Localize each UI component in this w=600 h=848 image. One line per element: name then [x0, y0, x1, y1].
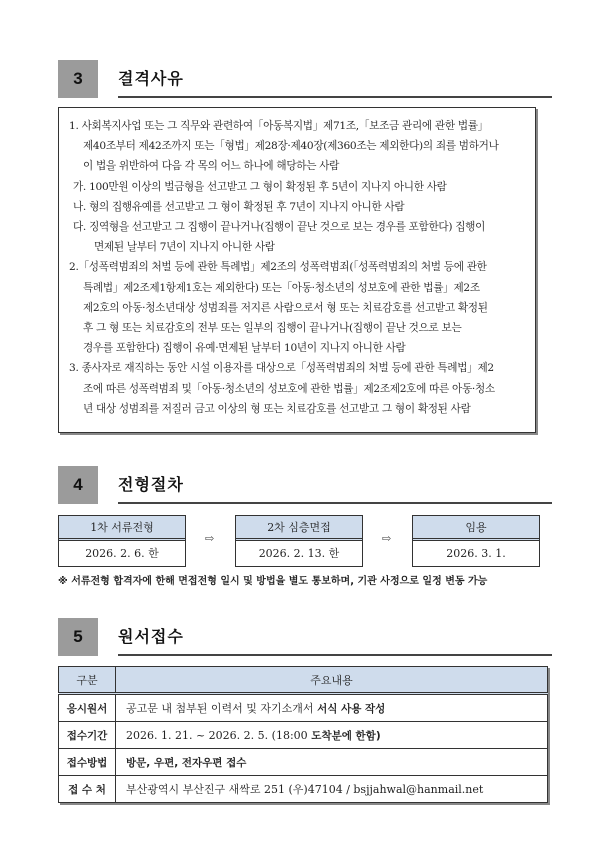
section-number: 5	[58, 618, 98, 656]
item-3-line: 조에 따른 성폭력범죄 및「아동·청소년의 성보호에 관한 법률」제2조제2호에 따른 아동·청소	[83, 382, 495, 395]
table-row	[59, 694, 548, 722]
divider	[118, 654, 552, 656]
step-interview	[235, 515, 363, 567]
item-1-line: 제40조부터 제42조까지 또는「형법」제28장·제40장(제360조는 제외한다)의 죄를 범하거나	[83, 140, 499, 153]
item-2-line: 제2호의 아동·청소년대상 성범죄를 저지른 사람으로서 형 또는 치료감호를 선고받고 확정된	[83, 301, 488, 314]
section-4-header	[58, 466, 552, 504]
table-row	[59, 776, 548, 803]
value-bold-text: 도착분에 한함)	[307, 729, 381, 742]
application-table	[58, 666, 548, 803]
row-value	[116, 776, 548, 803]
subitem-da: 다. 징역형을 선고받고 그 집행이 끝나거나(집행이 끝난 것으로 보는 경우를 포함한다) 집행이	[73, 221, 486, 234]
value-text: 공고문 내 첨부된 이력서 및 자기소개서	[126, 702, 314, 715]
step-label: 임용	[413, 516, 539, 541]
section-5-header	[58, 618, 552, 656]
value-bold-text: 방문, 우편, 전자우편 접수	[126, 756, 247, 769]
subitem-ga: 가. 100만원 이상의 벌금형을 선고받고 그 형이 확정된 후 5년이 지나지 아니한 사람	[73, 180, 447, 193]
row-value	[116, 694, 548, 722]
divider	[118, 502, 552, 504]
row-value	[116, 749, 548, 776]
table-header-row	[59, 667, 548, 694]
value-text[interactable]: 부산광역시 부산진구 새싹로 251 (우)47104 / bsjjahwal@hanmail.net	[126, 783, 484, 796]
value-bold-text: 서식 사용 작성	[313, 703, 386, 715]
divider	[118, 96, 552, 98]
arrow-right-icon: ⇨	[382, 532, 392, 545]
step-document-screening	[58, 515, 186, 567]
column-header: 주요내용	[116, 667, 548, 694]
item-2-line: 후 그 형 또는 치료감호의 전부 또는 일부의 집행이 끝나거나(집행이 끝난 것으로 보는	[83, 322, 462, 335]
section-number: 3	[58, 60, 98, 98]
step-appointment	[412, 515, 540, 567]
item-2-line: 2.「성폭력범죄의 처벌 등에 관한 특례법」제2조의 성폭력범죄(「성폭력범죄의 처벌 등에 관한	[69, 261, 487, 274]
step-date: 2026. 2. 13. 한	[258, 547, 340, 560]
section-number: 4	[58, 466, 98, 504]
row-key: 응시원서	[59, 694, 116, 722]
disqualification-box	[58, 107, 536, 433]
item-2-line: 경우를 포함한다) 집행이 유예·면제된 날부터 10년이 지나지 아니한 사람	[83, 342, 406, 355]
row-key: 접수방법	[59, 749, 116, 776]
subitem-da-cont: 면제된 날부터 7년이 지나지 아니한 사람	[94, 241, 275, 254]
table-row	[59, 722, 548, 749]
step-label: 2차 심층면접	[236, 516, 362, 541]
subitem-na: 나. 형의 집행유예를 선고받고 그 형이 확정된 후 7년이 지나지 아니한 사람	[73, 200, 405, 213]
item-1-line: 1. 사회복지사업 또는 그 직무와 관련하여「아동복지법」제71조,「보조금 관리에 관한 법률」	[69, 120, 488, 132]
value-text: 2026. 1. 21. ~ 2026. 2. 5. (18:00	[126, 728, 308, 742]
section-title: 결격사유	[118, 69, 184, 88]
item-3-line: 3. 종사자로 재직하는 동안 시설 이용자를 대상으로「성폭력범죄의 처벌 등에 관한 특례법」제2	[69, 362, 494, 375]
row-key: 접 수 처	[59, 776, 116, 803]
section-3-header	[58, 60, 552, 98]
item-2-line: 특례법」제2조제1항제1호는 제외한다) 또는「아동·청소년의 성보호에 관한 법률」제2조	[83, 281, 480, 294]
step-date: 2026. 2. 6. 한	[85, 547, 159, 560]
step-date: 2026. 3. 1.	[446, 546, 506, 560]
schedule-note: ※ 서류전형 합격자에 한해 면접전형 일시 및 방법을 별도 통보하며, 기관 사정으로 일정 변동 가능	[58, 576, 488, 587]
step-label: 1차 서류전형	[59, 516, 185, 541]
arrow-right-icon: ⇨	[205, 532, 215, 545]
column-header: 구분	[59, 667, 116, 694]
row-key: 접수기간	[59, 722, 116, 749]
section-title: 원서접수	[118, 627, 184, 646]
row-value	[116, 722, 548, 749]
section-title: 전형절차	[118, 475, 184, 494]
table-row	[59, 749, 548, 776]
item-3-line: 년 대상 성범죄를 저질러 금고 이상의 형 또는 치료감호를 선고받고 그 형이 확정된 사람	[83, 402, 471, 415]
item-1-line: 이 법을 위반하여 다음 각 목의 어느 하나에 해당하는 사람	[83, 160, 340, 173]
